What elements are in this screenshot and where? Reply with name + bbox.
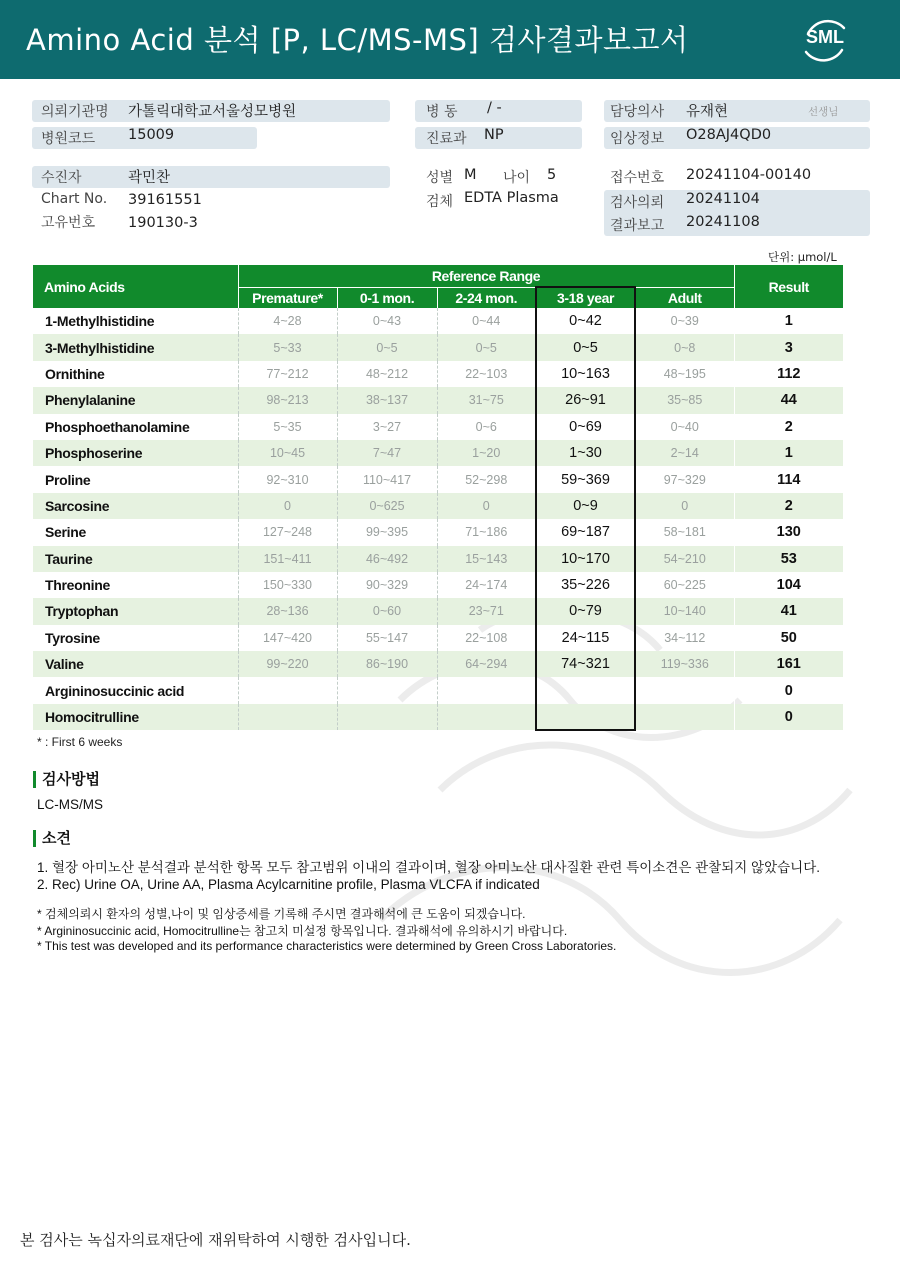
ref-premature: 147~420 <box>238 625 337 651</box>
ref-3-18-year: 10~170 <box>536 546 635 572</box>
department-value: NP <box>484 127 504 143</box>
ref-3-18-year: 0~9 <box>536 493 635 519</box>
sex-value: M <box>464 167 477 183</box>
column-header-3-18-year: 3-18 year <box>536 287 635 308</box>
unique-value: 190130-3 <box>128 215 198 231</box>
result-value: 0 <box>734 704 843 730</box>
clinical-info-label: 임상정보 <box>610 131 665 147</box>
result-value: 41 <box>734 598 843 624</box>
hospital-code-value: 15009 <box>128 127 175 143</box>
specimen-label: 검체 <box>426 194 454 210</box>
method-heading: 검사방법 <box>33 771 100 788</box>
table-row <box>33 361 843 387</box>
bottom-note: 본 검사는 녹십자의료재단에 재위탁하여 시행한 검사입니다. <box>20 1231 411 1249</box>
findings-line-1: 1. 혈장 아미노산 분석결과 분석한 항목 모두 참고범위 이내의 결과이며, 혈장 아미노산 대사질환 관련 특이소견은 관찰되지 않았습니다. <box>37 860 820 875</box>
table-row <box>33 651 843 677</box>
ref-2-24-mon <box>437 677 536 703</box>
column-header-0-1-mon: 0-1 mon. <box>337 287 437 308</box>
amino-acid-name: Homocitrulline <box>33 704 238 730</box>
ref-0-1-mon: 86~190 <box>337 651 437 677</box>
ref-2-24-mon: 71~186 <box>437 519 536 545</box>
hospital-code-label: 병원코드 <box>41 131 96 147</box>
amino-acid-name: Serine <box>45 524 86 541</box>
ref-adult: 97~329 <box>635 466 734 492</box>
institution-label: 의뢰기관명 <box>41 104 109 120</box>
ward-label: 병 동 <box>426 104 458 120</box>
ref-3-18-year: 0~42 <box>536 308 635 334</box>
unit-label: 단위: μmol/L <box>768 250 837 264</box>
ref-premature: 4~28 <box>238 308 337 334</box>
ref-0-1-mon: 38~137 <box>337 387 437 413</box>
amino-acid-name: Proline <box>45 471 91 488</box>
ref-0-1-mon: 46~492 <box>337 546 437 572</box>
ref-2-24-mon: 22~108 <box>437 625 536 651</box>
table-row <box>33 704 843 730</box>
premature-footnote: * : First 6 weeks <box>37 735 123 749</box>
report-label: 결과보고 <box>610 218 665 234</box>
ward-value: / - <box>487 100 502 116</box>
ref-3-18-year: 0~5 <box>536 334 635 360</box>
table-row <box>33 308 843 334</box>
report-title: Amino Acid 분석 [P, LC/MS-MS] 검사결과보고서 <box>26 23 689 57</box>
institution-value: 가톨릭대학교서울성모병원 <box>128 104 297 120</box>
ref-premature: 99~220 <box>238 651 337 677</box>
department-label: 진료과 <box>426 131 467 147</box>
note-line: * Argininosuccinic acid, Homocitrulline는 참고치 미설정 항목입니다. 결과해석에 유의하시기 바랍니다. <box>37 924 568 938</box>
ref-3-18-year: 74~321 <box>536 651 635 677</box>
note-line: * This test was developed and its performance characteristics were determined by Green Cross Laboratories. <box>37 939 617 953</box>
ref-2-24-mon: 52~298 <box>437 466 536 492</box>
table-row <box>33 466 843 492</box>
table-row <box>33 440 843 466</box>
chart-value: 39161551 <box>128 192 202 208</box>
result-value: 104 <box>734 572 843 598</box>
table-row <box>33 598 843 624</box>
ref-premature: 127~248 <box>238 519 337 545</box>
amino-acid-name: Threonine <box>45 577 110 594</box>
ref-0-1-mon: 0~43 <box>337 308 437 334</box>
receipt-label: 접수번호 <box>610 170 665 186</box>
result-value: 2 <box>734 414 843 440</box>
amino-acid-name: Phenylalanine <box>33 387 238 413</box>
ref-3-18-year: 69~187 <box>536 519 635 545</box>
ref-2-24-mon: 31~75 <box>437 387 536 413</box>
report-header <box>0 0 900 79</box>
doctor-suffix: 선생님 <box>808 106 839 118</box>
table-row <box>33 387 843 413</box>
result-value: 114 <box>734 466 843 492</box>
report-value: 20241108 <box>686 214 760 230</box>
age-label: 나이 <box>503 170 531 186</box>
table-row <box>33 546 843 572</box>
table-row <box>33 334 843 360</box>
result-value: 130 <box>734 519 843 545</box>
ref-3-18-year: 24~115 <box>536 625 635 651</box>
findings-line-2: 2. Rec) Urine OA, Urine AA, Plasma Acylcarnitine profile, Plasma VLCFA if indicated <box>37 877 540 892</box>
column-header-adult: Adult <box>635 287 734 308</box>
table-row <box>33 625 843 651</box>
amino-acid-name: Argininosuccinic acid <box>45 682 185 699</box>
table-row <box>33 519 843 545</box>
ref-adult <box>635 677 734 703</box>
ref-premature: 28~136 <box>238 598 337 624</box>
column-header-amino-acids: Amino Acids <box>33 265 238 308</box>
ref-adult: 58~181 <box>635 519 734 545</box>
table-row <box>33 414 843 440</box>
ref-3-18-year: 0~79 <box>536 598 635 624</box>
unique-label: 고유번호 <box>41 215 96 231</box>
sex-label: 성별 <box>426 170 454 186</box>
ref-adult: 0~8 <box>635 334 734 360</box>
amino-acid-name: Phosphoserine <box>33 440 238 466</box>
ref-0-1-mon: 99~395 <box>337 519 437 545</box>
ref-3-18-year <box>536 704 635 730</box>
ref-0-1-mon: 0~5 <box>337 334 437 360</box>
ref-0-1-mon <box>337 677 437 703</box>
amino-acid-name: Taurine <box>33 546 238 572</box>
ref-2-24-mon <box>437 704 536 730</box>
ref-premature: 0 <box>238 493 337 519</box>
ref-premature: 92~310 <box>238 466 337 492</box>
amino-acid-name: Tryptophan <box>33 598 238 624</box>
result-value: 1 <box>734 308 843 334</box>
chart-label: Chart No. <box>41 191 108 207</box>
ref-adult <box>635 704 734 730</box>
ref-2-24-mon: 0~5 <box>437 334 536 360</box>
ref-premature: 77~212 <box>238 361 337 387</box>
ref-adult: 48~195 <box>635 361 734 387</box>
ref-2-24-mon: 64~294 <box>437 651 536 677</box>
sml-logo <box>798 14 852 66</box>
patient-value: 곽민찬 <box>128 170 171 186</box>
ref-0-1-mon: 90~329 <box>337 572 437 598</box>
amino-acid-name: Ornithine <box>45 365 105 382</box>
receipt-value: 20241104-00140 <box>686 167 812 183</box>
ref-adult: 34~112 <box>635 625 734 651</box>
ref-premature: 151~411 <box>238 546 337 572</box>
result-value: 53 <box>734 546 843 572</box>
ref-3-18-year: 35~226 <box>536 572 635 598</box>
result-value: 112 <box>734 361 843 387</box>
table-row <box>33 677 843 703</box>
ref-2-24-mon: 23~71 <box>437 598 536 624</box>
ref-adult: 0~40 <box>635 414 734 440</box>
ref-0-1-mon: 0~60 <box>337 598 437 624</box>
request-value: 20241104 <box>686 191 760 207</box>
ref-premature: 5~35 <box>238 414 337 440</box>
ref-adult: 2~14 <box>635 440 734 466</box>
ref-3-18-year: 59~369 <box>536 466 635 492</box>
result-value: 1 <box>734 440 843 466</box>
ref-adult: 119~336 <box>635 651 734 677</box>
doctor-value: 유재현 <box>686 104 729 120</box>
findings-heading: 소견 <box>33 830 71 847</box>
ref-adult: 35~85 <box>635 387 734 413</box>
column-header-2-24-mon: 2-24 mon. <box>437 287 536 308</box>
ref-2-24-mon: 0 <box>437 493 536 519</box>
ref-2-24-mon: 24~174 <box>437 572 536 598</box>
ref-0-1-mon: 110~417 <box>337 466 437 492</box>
method-text: LC-MS/MS <box>37 797 104 812</box>
ref-2-24-mon: 0~6 <box>437 414 536 440</box>
amino-acid-name: Sarcosine <box>33 493 238 519</box>
ref-0-1-mon: 55~147 <box>337 625 437 651</box>
ref-adult: 54~210 <box>635 546 734 572</box>
result-value: 2 <box>734 493 843 519</box>
table-row <box>33 493 843 519</box>
clinical-info-value: O28AJ4QD0 <box>686 127 772 143</box>
logo-text: SML <box>806 27 844 47</box>
amino-acid-name: Valine <box>33 651 238 677</box>
result-value: 3 <box>734 334 843 360</box>
specimen-value: EDTA Plasma <box>464 190 559 206</box>
result-value: 50 <box>734 625 843 651</box>
ref-adult: 0~39 <box>635 308 734 334</box>
table-body <box>33 308 843 730</box>
ref-premature <box>238 677 337 703</box>
result-value: 44 <box>734 387 843 413</box>
ref-premature: 98~213 <box>238 387 337 413</box>
ref-2-24-mon: 15~143 <box>437 546 536 572</box>
ref-2-24-mon: 1~20 <box>437 440 536 466</box>
ref-premature: 150~330 <box>238 572 337 598</box>
ref-2-24-mon: 0~44 <box>437 308 536 334</box>
ref-3-18-year: 26~91 <box>536 387 635 413</box>
amino-acid-name: Tyrosine <box>45 629 100 646</box>
ref-0-1-mon: 48~212 <box>337 361 437 387</box>
ref-adult: 0 <box>635 493 734 519</box>
ref-adult: 10~140 <box>635 598 734 624</box>
ref-0-1-mon <box>337 704 437 730</box>
ref-premature: 5~33 <box>238 334 337 360</box>
info-bar <box>32 166 390 188</box>
age-value: 5 <box>547 167 557 183</box>
ref-3-18-year: 10~163 <box>536 361 635 387</box>
column-header-result: Result <box>734 265 843 308</box>
ref-adult: 60~225 <box>635 572 734 598</box>
result-value: 0 <box>734 677 843 703</box>
amino-acid-name: 1-Methylhistidine <box>45 313 155 330</box>
amino-acid-table <box>33 265 843 731</box>
ref-0-1-mon: 7~47 <box>337 440 437 466</box>
table-row <box>33 572 843 598</box>
ref-premature: 10~45 <box>238 440 337 466</box>
ref-premature <box>238 704 337 730</box>
ref-3-18-year <box>536 677 635 703</box>
amino-acid-name: 3-Methylhistidine <box>33 334 238 360</box>
column-header-premature: Premature* <box>238 287 337 308</box>
ref-2-24-mon: 22~103 <box>437 361 536 387</box>
ref-3-18-year: 0~69 <box>536 414 635 440</box>
reference-range-header: Reference Range <box>238 265 734 287</box>
ref-0-1-mon: 3~27 <box>337 414 437 440</box>
request-label: 검사의뢰 <box>610 195 665 211</box>
amino-acid-name: Phosphoethanolamine <box>45 418 190 435</box>
ref-3-18-year: 1~30 <box>536 440 635 466</box>
result-value: 161 <box>734 651 843 677</box>
doctor-label: 담당의사 <box>610 104 665 120</box>
ref-0-1-mon: 0~625 <box>337 493 437 519</box>
note-line: * 검체의뢰시 환자의 성별,나이 및 임상증세를 기록해 주시면 결과해석에 큰 도움이 되겠습니다. <box>37 907 526 921</box>
patient-label: 수진자 <box>41 170 82 186</box>
